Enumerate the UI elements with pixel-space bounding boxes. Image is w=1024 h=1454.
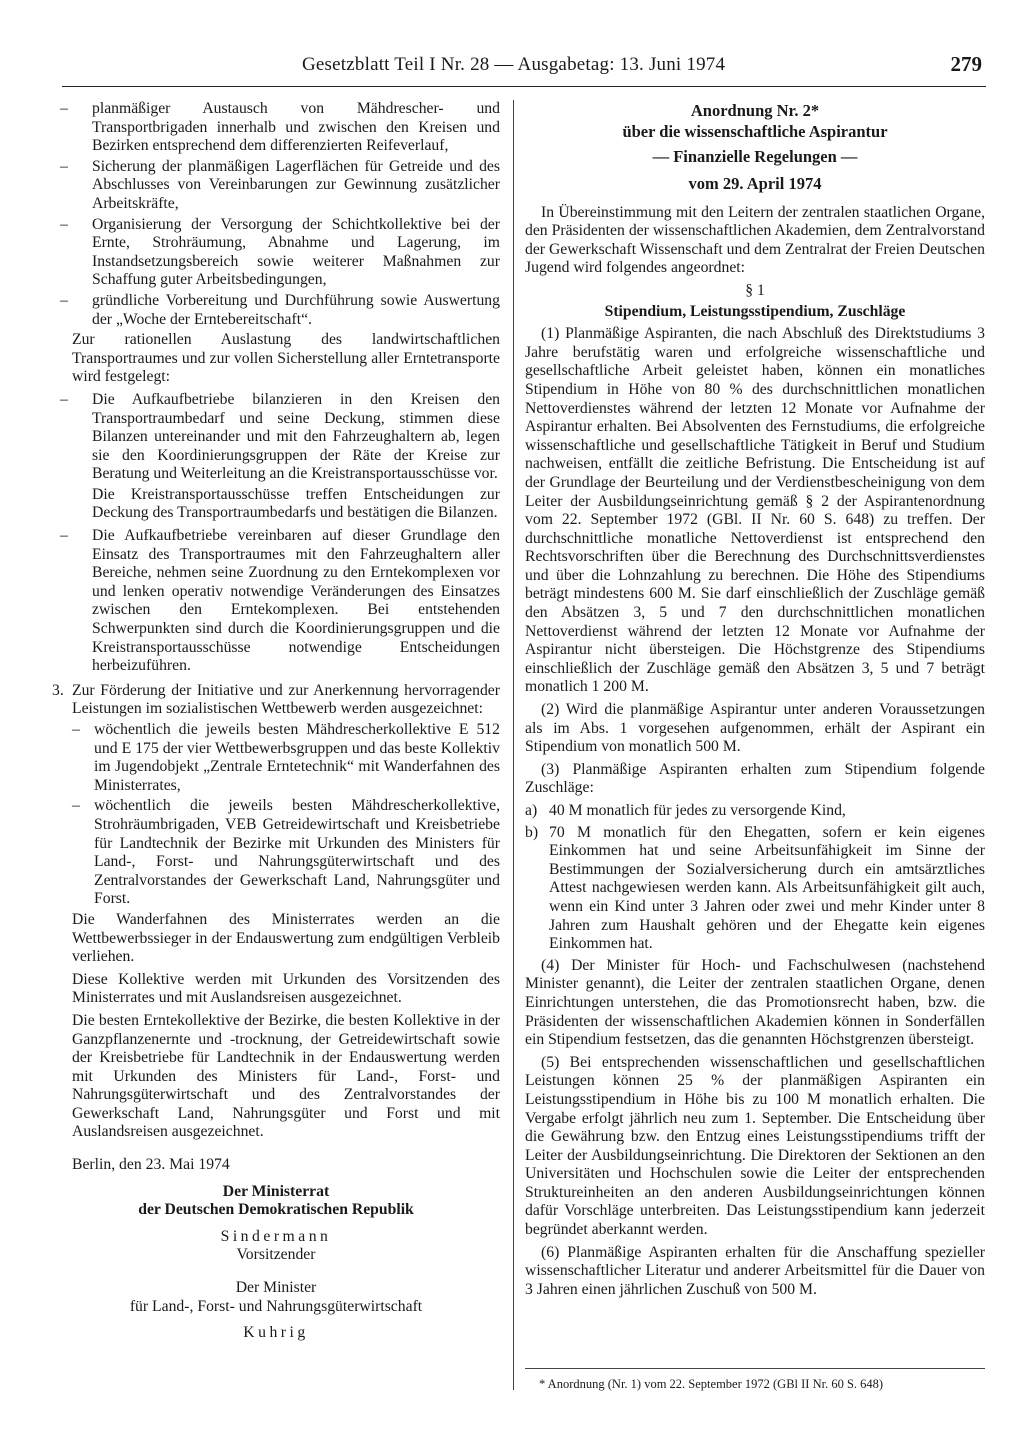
list-item: – Die Aufkaufbetriebe vereinbaren auf dieser Grundlage den Einsatz des Transportraumes mit den Fahrzeughaltern aller Bereiche, nehmen seine Zuordnung zu den Erntekomplexen vor und lenken operativ notwendige Veränderungen des Einsatzes zwischen den Erntekomplexen. Bei entstehenden Schwerpunkten sind durch die Koordinierungsgruppen und die Kreistransportausschüsse notwendige Entscheidungen herbeizuführen. [52, 527, 500, 676]
paragraph: Die Wanderfahnen des Ministerrates werden an die Wettbewerbssieger in der Endauswertung zum endgültigen Verbleib verliehen. [72, 910, 500, 966]
list-text: 40 M monatlich für jedes zu versorgende Kind, [549, 802, 846, 819]
place-date: Berlin, den 23. Mai 1974 [72, 1156, 230, 1174]
signatory-name: Sindermann [220, 1227, 332, 1245]
ordinance-title: Anordnung Nr. 2* [690, 101, 820, 120]
item-number: 3. [52, 681, 64, 699]
paragraph: (3) Planmäßige Aspiranten erhalten zum Stipendium folgende Zuschläge: [525, 760, 985, 797]
list-item: – wöchentlich die jeweils besten Mähdrescherkollektive, Strohräumbrigaden, VEB Getreidewirtschaft und Kreisbetriebe für Landtechnik der Bezirke mit Urkunden des Ministers für Land-, Forst- und Nahrungsgüterwirtschaft und des Zentralvorstandes der Gewerkschaft Land, Nahrungsgüter und Forst. [72, 797, 500, 909]
footnote [525, 1368, 985, 1392]
ordinance-date: vom 29. April 1974 [688, 174, 822, 193]
item-text: Zur Förderung der Initiative und zur Anerkennung hervorragender Leistungen im sozialistischen Wettbewerb werden ausgezeichnet: [72, 681, 500, 718]
numbered-item-3 [52, 682, 500, 719]
signatory-org: Der Minister [235, 1279, 317, 1297]
page-header [62, 52, 986, 92]
header-rule [62, 86, 986, 87]
list-item: – wöchentlich die jeweils besten Mähdrescherkollektive E 512 und E 175 der vier Wettbewerbsgruppen und das beste Kollektiv im Jugendobjekt „Zentrale Erntetechnik“ mit Wanderfahnen des Ministerrates, [72, 721, 500, 795]
list-item: – planmäßiger Austausch von Mähdrescher- und Transportbrigaden innerhalb und zwischen den Kreisen und Bezirken entsprechend dem differenzierten Reifeverlauf, [52, 100, 500, 156]
list-item: – Sicherung der planmäßigen Lagerflächen für Getreide und des Abschlusses von Vereinbarungen zur Gewinnung zusätzlicher Arbeitskräfte, [52, 158, 500, 214]
list-item: – Die Aufkaufbetriebe bilanzieren in den Kreisen den Transportraumbedarf und seine Deckung, stimmen diese Bilanzen untereinander und mit den Fahrzeughaltern ab, legen sie den Koordinierungsgruppen der Räte der Kreise zur Beratung und Weiterleitung an die Kreistransportausschüsse vor. [52, 391, 500, 484]
right-column [525, 100, 985, 1303]
column-divider [513, 100, 514, 1390]
transport-subparagraph: Die Kreistransportausschüsse treffen Entscheidungen zur Deckung des Transportraumbedarfs und bestätigen die Bilanzen. [92, 485, 500, 522]
transport-intro: Zur rationellen Auslastung des landwirtschaftlichen Transportraumes und zur vollen Sicherstellung aller Erntetransporte wird festgelegt: [72, 331, 500, 386]
list-item [525, 802, 985, 821]
list-label: a) [525, 802, 538, 819]
list-item [525, 824, 985, 954]
paragraph: Diese Kollektive werden mit Urkunden des Vorsitzenden des Ministerrates und mit Auslandsreisen ausgezeichnet. [72, 970, 500, 1007]
signatory-org: für Land-, Forst- und Nahrungsgüterwirtschaft [129, 1297, 423, 1315]
ordinance-subtitle: über die wissenschaftliche Aspirantur [622, 122, 888, 141]
signatory-title: Vorsitzender [236, 1246, 316, 1264]
list-item: – gründliche Vorbereitung und Durchführung sowie Auswertung der „Woche der Erntebereitschaft“. [52, 292, 500, 329]
signatory-org: Der Ministerrat [222, 1182, 330, 1200]
paragraph: (5) Bei entsprechenden wissenschaftlichen und gesellschaftlichen Leistungen können 25 % der planmäßigen Aspiranten ein Leistungsstipendium in Höhe bis zu 100 M monatlich erhalten. Die Vergabe erfolgt jährlich neu zum 1. September. Die Entscheidung über die Gewährung bzw. den Entzug eines Leistungsstipendiums trifft der Leiter der Ausbildungseinrichtung. Die Direktoren der Sektionen an den Universitäten und Hochschulen sowie die Leiter der entsprechenden Struktureinheiten an den anderen Ausbildungseinrichtungen können dafür Vorschläge unterbreiten. Das Leistungsstipendium kann jederzeit begründet aberkannt werden. [525, 1053, 985, 1239]
intro-paragraph: In Übereinstimmung mit den Leitern der zentralen staatlichen Organe, den Präsidenten der wissenschaftlichen Akademien, dem Zentralvorstand der Gewerkschaft Wissenschaft und dem Zentralrat der Freien Deutschen Jugend wird folgendes angeordnet: [525, 203, 985, 277]
item3-list [52, 721, 500, 909]
section-number: § 1 [745, 281, 765, 299]
list-label: b) [525, 823, 539, 841]
list-item: – Organisierung der Versorgung der Schichtkollektive bei der Ernte, Strohräumung, Abnahme und Lagerung, im Instandsetzungsbereich sowie weiterer Maßnahmen zur Schaffung guter Arbeitsbedingungen, [52, 216, 500, 290]
page-number: 279 [950, 52, 982, 76]
section-title: Stipendium, Leistungsstipendium, Zuschläge [604, 302, 906, 320]
paragraph: (2) Wird die planmäßige Aspirantur unter anderen Voraussetzungen als im Abs. 1 vorgesehen aufgenommen, erhält der Aspirant ein Stipendium von monatlich 500 M. [525, 701, 985, 756]
footnote-text: * Anordnung (Nr. 1) vom 22. September 1972 (GBl II Nr. 60 S. 648) [539, 1377, 884, 1391]
left-column [52, 100, 500, 1343]
signatory-org: der Deutschen Demokratischen Republik [138, 1201, 414, 1219]
paragraph: (4) Der Minister für Hoch- und Fachschulwesen (nachstehend Minister genannt), die Leiter der zentralen staatlichen Organe, denen Einrichtungen unterstehen, die das Promotionsrecht haben, bzw. die Präsidenten der wissenschaftlichen Akademien können in Sonderfällen ein Stipendium festsetzen, das die genannten Höchstgrenzen übersteigt. [525, 956, 985, 1049]
paragraph: Die besten Erntekollektive der Bezirke, die besten Kollektive in der Ganzpflanzenernte und -trocknung, der Getreidewirtschaft sowie der Kreisbetriebe für Landtechnik in der Endauswertung werden mit Urkunden des Ministers für Land-, Forst- und Nahrungsgüterwirtschaft und des Zentralvorstandes der Gewerkschaft Land, Nahrungsgüter und Forst und mit Auslandsreisen ausgezeichnet. [72, 1011, 500, 1141]
list-text: 70 M monatlich für den Ehegatten, sofern er kein eigenes Einkommen hat und seine Arbeitsunfähigkeit im Sinne der Bestimmungen der Sozialversicherung durch ein amtsärztliches Attest nachgewiesen werden kann. Als Arbeitsunfähigkeit gilt auch, wenn ein Kind unter 3 Jahren oder zwei und mehr Kinder unter 8 Jahren zum Haushalt gehören und der Ehegatte kein eigenes Einkommen hat. [549, 823, 985, 953]
paragraph: (6) Planmäßige Aspiranten erhalten für die Anschaffung spezieller wissenschaftlicher Literatur und anderer Arbeitsmittel für die Dauer von 3 Jahren einen jährlichen Zuschuß von 500 M. [525, 1243, 985, 1298]
header-title: Gesetzblatt Teil I Nr. 28 — Ausgabetag: 13. Juni 1974 [302, 54, 726, 75]
signatory-name: Kuhrig [243, 1324, 309, 1342]
paragraph: (1) Planmäßige Aspiranten, die nach Abschluß des Direktstudiums 3 Jahre berufstätig waren und erfolgreiche wissenschaftliche und gesellschaftliche Arbeit geleistet haben, können ein monatliches Stipendium in Höhe von 80 % des durchschnittlichen monatlichen Nettoverdienstes während der letzten 12 Monate vor Aufnahme der Aspirantur erhalten. Bei Absolventen des Fernstudiums, die erfolgreiche wissenschaftliche und gesellschaftliche Tätigkeit in Beruf und Studium nachweisen, entfällt die zeitliche Befristung. Die Entscheidung ist auf der Grundlage der Beurteilung und der Verdienstbescheinigung von dem Leiter der Ausbildungseinrichtung gemäß § 2 der Aspirantenordnung vom 22. September 1972 (GBl. II Nr. 60 S. 648) zu treffen. Der durchschnittliche monatliche Nettoverdienst ist entsprechend den Rechtsvorschriften über die Berechnung des Durchschnittsverdienstes und über die Lohnzahlung zu berechnen. Die Höhe des Stipendiums beträgt mindestens 600 M. Sie darf einschließlich der Zuschläge gemäß den Absätzen 3, 5 und 7 den durchschnittlichen monatlichen Nettoverdienst während der letzten 12 Monate vor Aufnahme der Aspirantur nicht übersteigen. Die Höchstgrenze des Stipendiums einschließlich der Zuschläge gemäß den Absätzen 3, 5 und 7 beträgt monatlich 1 200 M. [525, 325, 985, 696]
ordinance-subtitle: — Finanzielle Regelungen — [652, 147, 858, 166]
